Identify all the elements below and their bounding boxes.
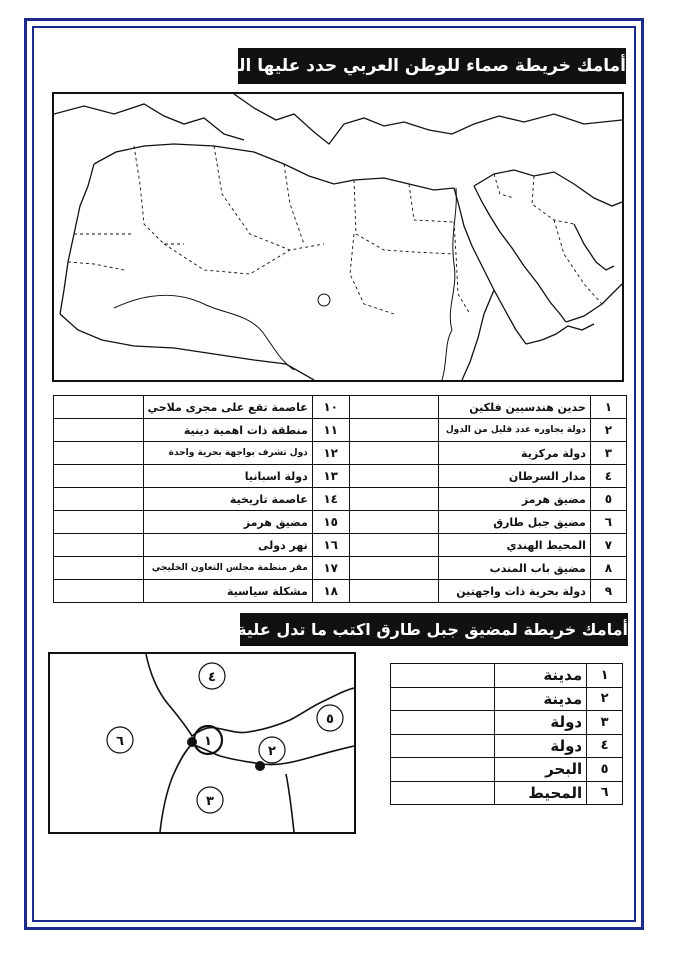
map-label-3: ٣ [206,794,214,809]
item-number: ١٠ [312,396,349,419]
map-label-2: ٢ [268,744,276,759]
item-text: المحيط [495,781,587,805]
item-number: ٢ [587,687,623,711]
item-text: مضيق باب المندب [439,557,591,580]
item-number: ١ [587,664,623,688]
heading-gibraltar-map: أمامك خريطة لمضيق جبل طارق اكتب ما تدل علية الأرقام [240,613,628,646]
features-table [53,395,627,603]
table-row [391,711,623,735]
answer-cell[interactable] [391,734,495,758]
item-number: ١٣ [312,465,349,488]
item-text: دولة بحرية ذات واجهتين [439,580,591,603]
answer-cell[interactable] [391,711,495,735]
answer-cell[interactable] [391,664,495,688]
table-row [54,396,627,419]
item-text: مدار السرطان [439,465,591,488]
table-row [391,781,623,805]
item-number: ١٦ [312,534,349,557]
item-text: عاصمة تاريخية [143,488,312,511]
arab-world-blank-map [52,92,624,382]
map-label-5: ٥ [326,712,334,727]
item-number: ٤ [587,734,623,758]
answer-cell[interactable] [54,488,144,511]
answer-cell[interactable] [54,419,144,442]
item-text: دولة مركزية [439,442,591,465]
table-row [54,442,627,465]
item-text: دول تشرف بواجهة بحرية واحدة [143,442,312,465]
table-row [391,664,623,688]
answer-cell[interactable] [349,580,439,603]
item-text: دولة [495,711,587,735]
map-label-4: ٤ [208,670,216,685]
answer-cell[interactable] [349,511,439,534]
item-number: ٣ [590,442,626,465]
item-number: ٨ [590,557,626,580]
heading-arab-world-map: أمامك خريطة صماء للوطن العربي حدد عليها الظاهرات الآتية [238,48,626,84]
item-number: ٦ [590,511,626,534]
map-label-6: ٦ [116,734,124,749]
answer-cell[interactable] [349,488,439,511]
item-text: عاصمة تقع على مجرى ملاحي [143,396,312,419]
gibraltar-strait-map [48,652,356,834]
item-text: مضيق جبل طارق [439,511,591,534]
table-row [54,419,627,442]
table-row [54,488,627,511]
item-number: ١٨ [312,580,349,603]
answer-cell[interactable] [349,396,439,419]
answer-cell[interactable] [349,557,439,580]
item-number: ١ [590,396,626,419]
item-number: ١٢ [312,442,349,465]
table-row [54,557,627,580]
table-row [391,758,623,782]
item-text: مضيق هرمز [439,488,591,511]
answer-cell[interactable] [349,419,439,442]
answer-cell[interactable] [391,687,495,711]
item-number: ٤ [590,465,626,488]
answer-cell[interactable] [54,442,144,465]
answer-cell[interactable] [349,465,439,488]
item-number: ١٤ [312,488,349,511]
table-row [54,534,627,557]
item-number: ١١ [312,419,349,442]
item-text: مشكلة سياسية [143,580,312,603]
item-number: ٥ [587,758,623,782]
answer-cell[interactable] [391,758,495,782]
item-text: دولة اسبانيا [143,465,312,488]
item-text: مضيق هرمز [143,511,312,534]
item-number: ٦ [587,781,623,805]
item-text: دولة [495,734,587,758]
item-number: ١٥ [312,511,349,534]
item-text: منطقة ذات اهمية دينية [143,419,312,442]
map-label-1: ١ [204,734,212,749]
answer-cell[interactable] [54,465,144,488]
item-number: ٧ [590,534,626,557]
answer-cell[interactable] [349,534,439,557]
answer-cell[interactable] [54,557,144,580]
table-row [391,734,623,758]
answer-cell[interactable] [54,511,144,534]
item-text: المحيط الهندي [439,534,591,557]
table-row [54,465,627,488]
table-row [54,580,627,603]
answer-cell[interactable] [54,580,144,603]
item-number: ١٧ [312,557,349,580]
item-text: البحر [495,758,587,782]
item-number: ٥ [590,488,626,511]
item-text: مقر منظمة مجلس التعاون الخليجي [143,557,312,580]
item-text: مدينة [495,664,587,688]
answer-cell[interactable] [391,781,495,805]
item-text: مدينة [495,687,587,711]
table-row [54,511,627,534]
item-number: ٣ [587,711,623,735]
answer-cell[interactable] [54,396,144,419]
item-number: ٩ [590,580,626,603]
answer-cell[interactable] [349,442,439,465]
table-row [391,687,623,711]
item-text: حدين هندسيين فلكين [439,396,591,419]
item-text: دولة يجاوره عدد قليل من الدول [439,419,591,442]
answer-cell[interactable] [54,534,144,557]
item-text: نهر دولى [143,534,312,557]
item-number: ٢ [590,419,626,442]
gibraltar-answers-table [390,663,623,805]
